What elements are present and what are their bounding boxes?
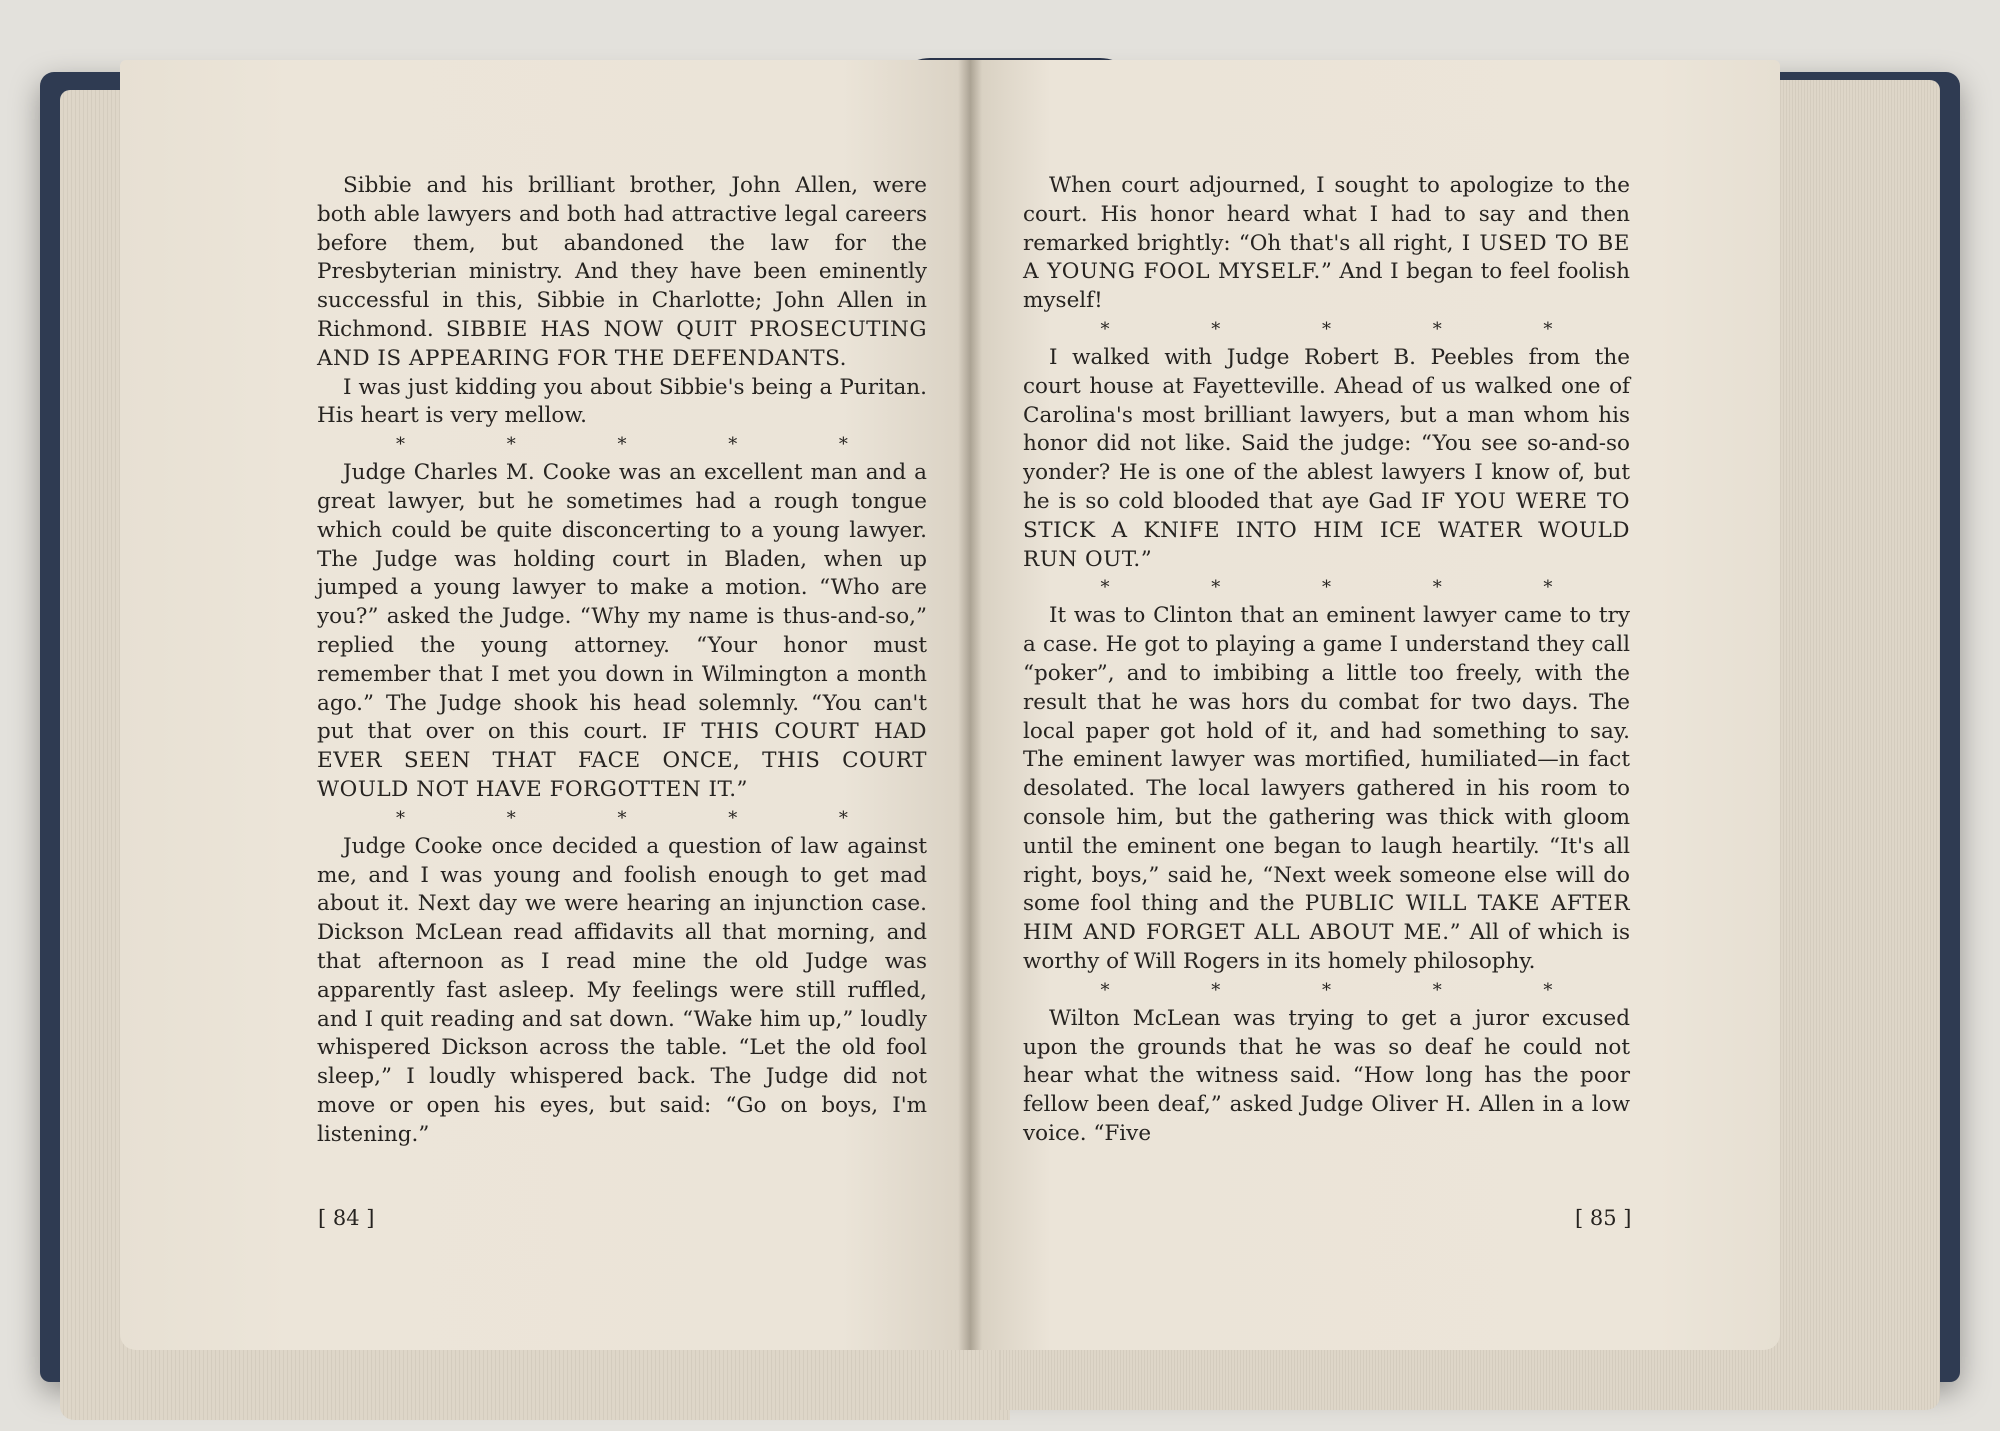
section-separator: * * * * * <box>1100 318 1601 340</box>
right-page-text <box>1023 172 1630 1149</box>
page-number-left: [ 84 ] <box>318 1206 375 1230</box>
paragraph-apologize: When court adjourned, I sought to apologize to the court. His honor heard what I had to say and then remarked brightly: “Oh that's all right, I USED TO BE A YOUNG FOOL MYSELF.” And I began to feel foolish myself! <box>1023 173 1631 314</box>
paragraph-peebles: I walked with Judge Robert B. Peebles from the court house at Fayetteville. Ahead of us walked one of Carolina's most brilliant lawyers, but a man whom his honor did not like. Said the judge: “You see so-and-so yonder? He is one of the ablest lawyers I know of, but he is so cold blooded that aye Gad IF YOU WERE TO STICK A KNIFE INTO HIM ICE WATER WOULD RUN OUT.” <box>1023 344 1631 572</box>
paragraph-judge-cooke: Judge Charles M. Cooke was an excellent man and a great lawyer, but he sometimes had a rough tongue which could be quite disconcerting to a young lawyer. The Judge was holding court in Bladen, when up jumped a young lawyer to make a motion. “Who are you?” asked the Judge. “Why my name is thus-and-so,” replied the young attorney. “Your honor must remember that I met you down in Wilmington a month ago.” The Judge shook his head solemnly. “You can't put that over on this court. IF THIS COURT HAD EVER SEEN THAT FACE ONCE, THIS COURT WOULD NOT HAVE FORGOTTEN IT.” <box>317 460 927 802</box>
left-page-text <box>317 172 927 1150</box>
paragraph-mclean-juror: Wilton McLean was trying to get a juror excused upon the grounds that he was so deaf he could not hear what the witness said. “How long has the poor fellow been deaf,” asked Judge Oliver H. Allen in a low voice. “Five <box>1023 1005 1630 1146</box>
section-separator: * * * * * <box>1100 979 1601 1001</box>
section-separator: * * * * * <box>396 434 896 456</box>
section-separator: * * * * * <box>1100 577 1601 599</box>
paragraph-clinton: It was to Clinton that an eminent lawyer came to try a case. He got to playing a game I understand they call “poker”, and to imbibing a little too freely, with the result that he was hors du combat for two days. The local paper got hold of it, and had something to say. The eminent lawyer was mortified, humiliated—in fact desolated. The local lawyers gathered in his room to console him, but the gathering was thick with gloom until the eminent one began to laugh heartily. “It's all right, boys,” said he, “Next week someone else will do some fool thing and the PUBLIC WILL TAKE AFTER HIM AND FORGET ALL ABOUT ME.” All of which is worthy of Will Rogers in its homely philosophy. <box>1023 603 1631 974</box>
paragraph-sibbie: Sibbie and his brilliant brother, John Allen, were both able lawyers and both had attractive legal careers before them, but abandoned the law for the Presbyterian ministry. And they have been eminently successful in this, Sibbie in Charlotte; John Allen in Richmond. SIBBIE HAS NOW QUIT PROSECUTING AND IS APPEARING FOR THE DEFENDANTS. <box>317 173 928 371</box>
paragraph-kidding: I was just kidding you about Sibbie's being a Puritan. His heart is very mellow. <box>317 374 927 429</box>
page-number-right: [ 85 ] <box>1575 1206 1632 1230</box>
book-gutter <box>958 60 982 1350</box>
section-separator: * * * * * <box>396 807 896 829</box>
paragraph-injunction: Judge Cooke once decided a question of law against me, and I was young and foolish enough to get mad about it. Next day we were hearing an injunction case. Dickson McLean read affidavits all that morning, and that afternoon as I read mine the old Judge was apparently fast asleep. My feelings were still ruffled, and I quit reading and sat down. “Wake him up,” loudly whispered Dickson across the table. “Let the old fool sleep,” I loudly whispered back. The Judge did not move or open his eyes, but said: “Go on boys, I'm listening.” <box>317 833 927 1147</box>
